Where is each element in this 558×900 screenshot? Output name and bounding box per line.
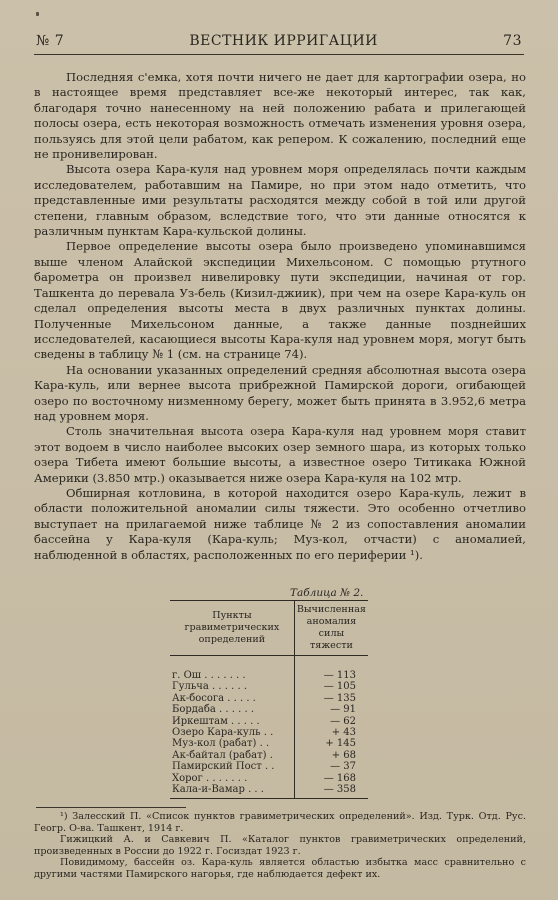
anomaly-value: — 113: [323, 670, 356, 681]
footnote: Повидимому, бассейн оз. Кара-куль является областью избытка масс сравнительно с другими частями Памирского нагорья, где наблюдается дефект их.: [34, 857, 526, 880]
anomaly-value: — 105: [323, 681, 356, 693]
point-name: Бордаба . . . . . .: [170, 704, 294, 715]
scan-speck: [36, 12, 39, 16]
point-name: Ак-босога . . . . .: [170, 693, 294, 704]
anomaly-value: — 62: [330, 715, 356, 727]
anomaly-value: + 43: [331, 727, 356, 739]
table-row: [170, 727, 368, 738]
footnote: ¹) Залесский П. «Список пунктов гравиметрических определений». Изд. Турк. Отд. Рус. Геогр. О-ва. Ташкент, 1914 г.: [34, 811, 526, 834]
anomaly-value: — 358: [294, 784, 368, 799]
point-name: г. Ош . . . . . . .: [170, 670, 294, 681]
footnote: Гижицкий А. и Савкевич П. «Каталог пунктов гравиметрических определений, произведенных в России до 1922 г. Госиздат 1923 г.: [34, 834, 526, 857]
point-name: Иркештам . . . . .: [170, 716, 294, 727]
table-row: [170, 773, 368, 784]
column-header-anomaly: Вычисленная аномалия силы тяжести: [294, 601, 368, 656]
table-row: [170, 716, 368, 727]
table-spacer: [170, 656, 368, 671]
table-row: [170, 761, 368, 772]
paragraph: Первое определение высоты озера было произведено упоминавшимся выше членом Алайской экспедиции Михельсоном. С помощью ртутного барометра он произвел нивелировку пути экспедиции, начиная от гор. Ташкента до перевала Уз-бель (Кизил-джиик), при чем на озере Кара-куль он сделал определения высоты места в двух различных пунктах долины. Полученные Михельсоном данные, а также данные позднейших исследователей, касающиеся высоты Кара-куля над уровнем моря, могут быть сведены в таблицу № 1 (см. на странице 74).: [34, 239, 526, 362]
point-name: Памирский Пост . .: [170, 761, 294, 772]
issue-number: № 7: [36, 33, 65, 49]
anomaly-value: + 68: [331, 749, 356, 761]
anomaly-value: — 37: [330, 761, 356, 773]
table-caption: Таблица № 2.: [290, 587, 364, 599]
journal-title: ВЕСТНИК ИРРИГАЦИИ: [189, 33, 378, 49]
table-header-row: [170, 601, 368, 656]
point-name: Кала-и-Вамар . . .: [170, 784, 294, 799]
table-row: [170, 704, 368, 715]
header-rule: [34, 54, 524, 55]
point-name: Озеро Кара-куль . .: [170, 727, 294, 738]
anomaly-value: — 168: [323, 772, 356, 784]
table-row: [170, 681, 368, 692]
table-row: [170, 738, 368, 749]
table-row: [170, 750, 368, 761]
paragraph: Столь значительная высота озера Кара-куля над уровнем моря ставит этот водоем в число наиболее высоких озер земного шара, из которых только озера Тибета имеют большие высоты, а известное озеро Титикака Южной Америки (3.850 мтр.) оказывается ниже озера Кара-куля на 102 мтр.: [34, 424, 526, 485]
anomaly-value: — 91: [330, 704, 356, 716]
point-name: Ак-байтал (рабат) .: [170, 750, 294, 761]
running-header: [36, 33, 522, 49]
paragraph: На основании указанных определений средняя абсолютная высота озера Кара-куль, или вернее высота прибрежной Памирской дороги, огибающей озеро по восточному низменному берегу, может быть принята в 3.952,6 метра над уровнем моря.: [34, 362, 526, 423]
footnotes: [34, 811, 526, 881]
article-body: [34, 70, 526, 563]
paragraph: Высота озера Кара-куля над уровнем моря определялась почти каждым исследователем, работавшим на Памире, но при этом надо отметить, что представленные ими результаты расходятся между собой в той или другой степени, главным образом, вследствие того, что эти данные относятся к различным пунктам Кара-кульской долины.: [34, 162, 526, 239]
point-name: Муз-кол (рабат) . .: [170, 738, 294, 749]
gravimetric-table: [170, 600, 368, 799]
anomaly-value: — 135: [323, 692, 356, 704]
point-name: Гульча . . . . . .: [170, 681, 294, 692]
anomaly-value: + 145: [325, 738, 356, 750]
table-row: [170, 670, 368, 681]
point-name: Хорог . . . . . . .: [170, 773, 294, 784]
table-row: [170, 784, 368, 799]
table-row: [170, 693, 368, 704]
page-number: 73: [503, 33, 522, 49]
footnote-rule: [36, 807, 186, 808]
paragraph: Обширная котловина, в которой находится озеро Кара-куль, лежит в области положительной аномалии силы тяжести. Это особенно отчетливо выступает на прилагаемой ниже таблице № 2 из сопоставления аномалии бассейна у Кара-куля (Кара-куль; Муз-кол, отчасти) с аномалией, наблюденной в областях, расположенных по его периферии ¹).: [34, 485, 526, 562]
column-header-points: Пункты гравиметрических определений: [170, 601, 294, 656]
paragraph: Последняя с'емка, хотя почти ничего не дает для картографии озера, но в настоящее время представляет все-же некоторый интерес, так как, благодаря точно нанесенному на ней положению рабата и прилегающей полосы озера, есть некоторая возможность отмечать изменения уровня озера, пользуясь для этой цели рабатом, как репером. К сожалению, последний еще не пронивелирован.: [34, 70, 526, 162]
